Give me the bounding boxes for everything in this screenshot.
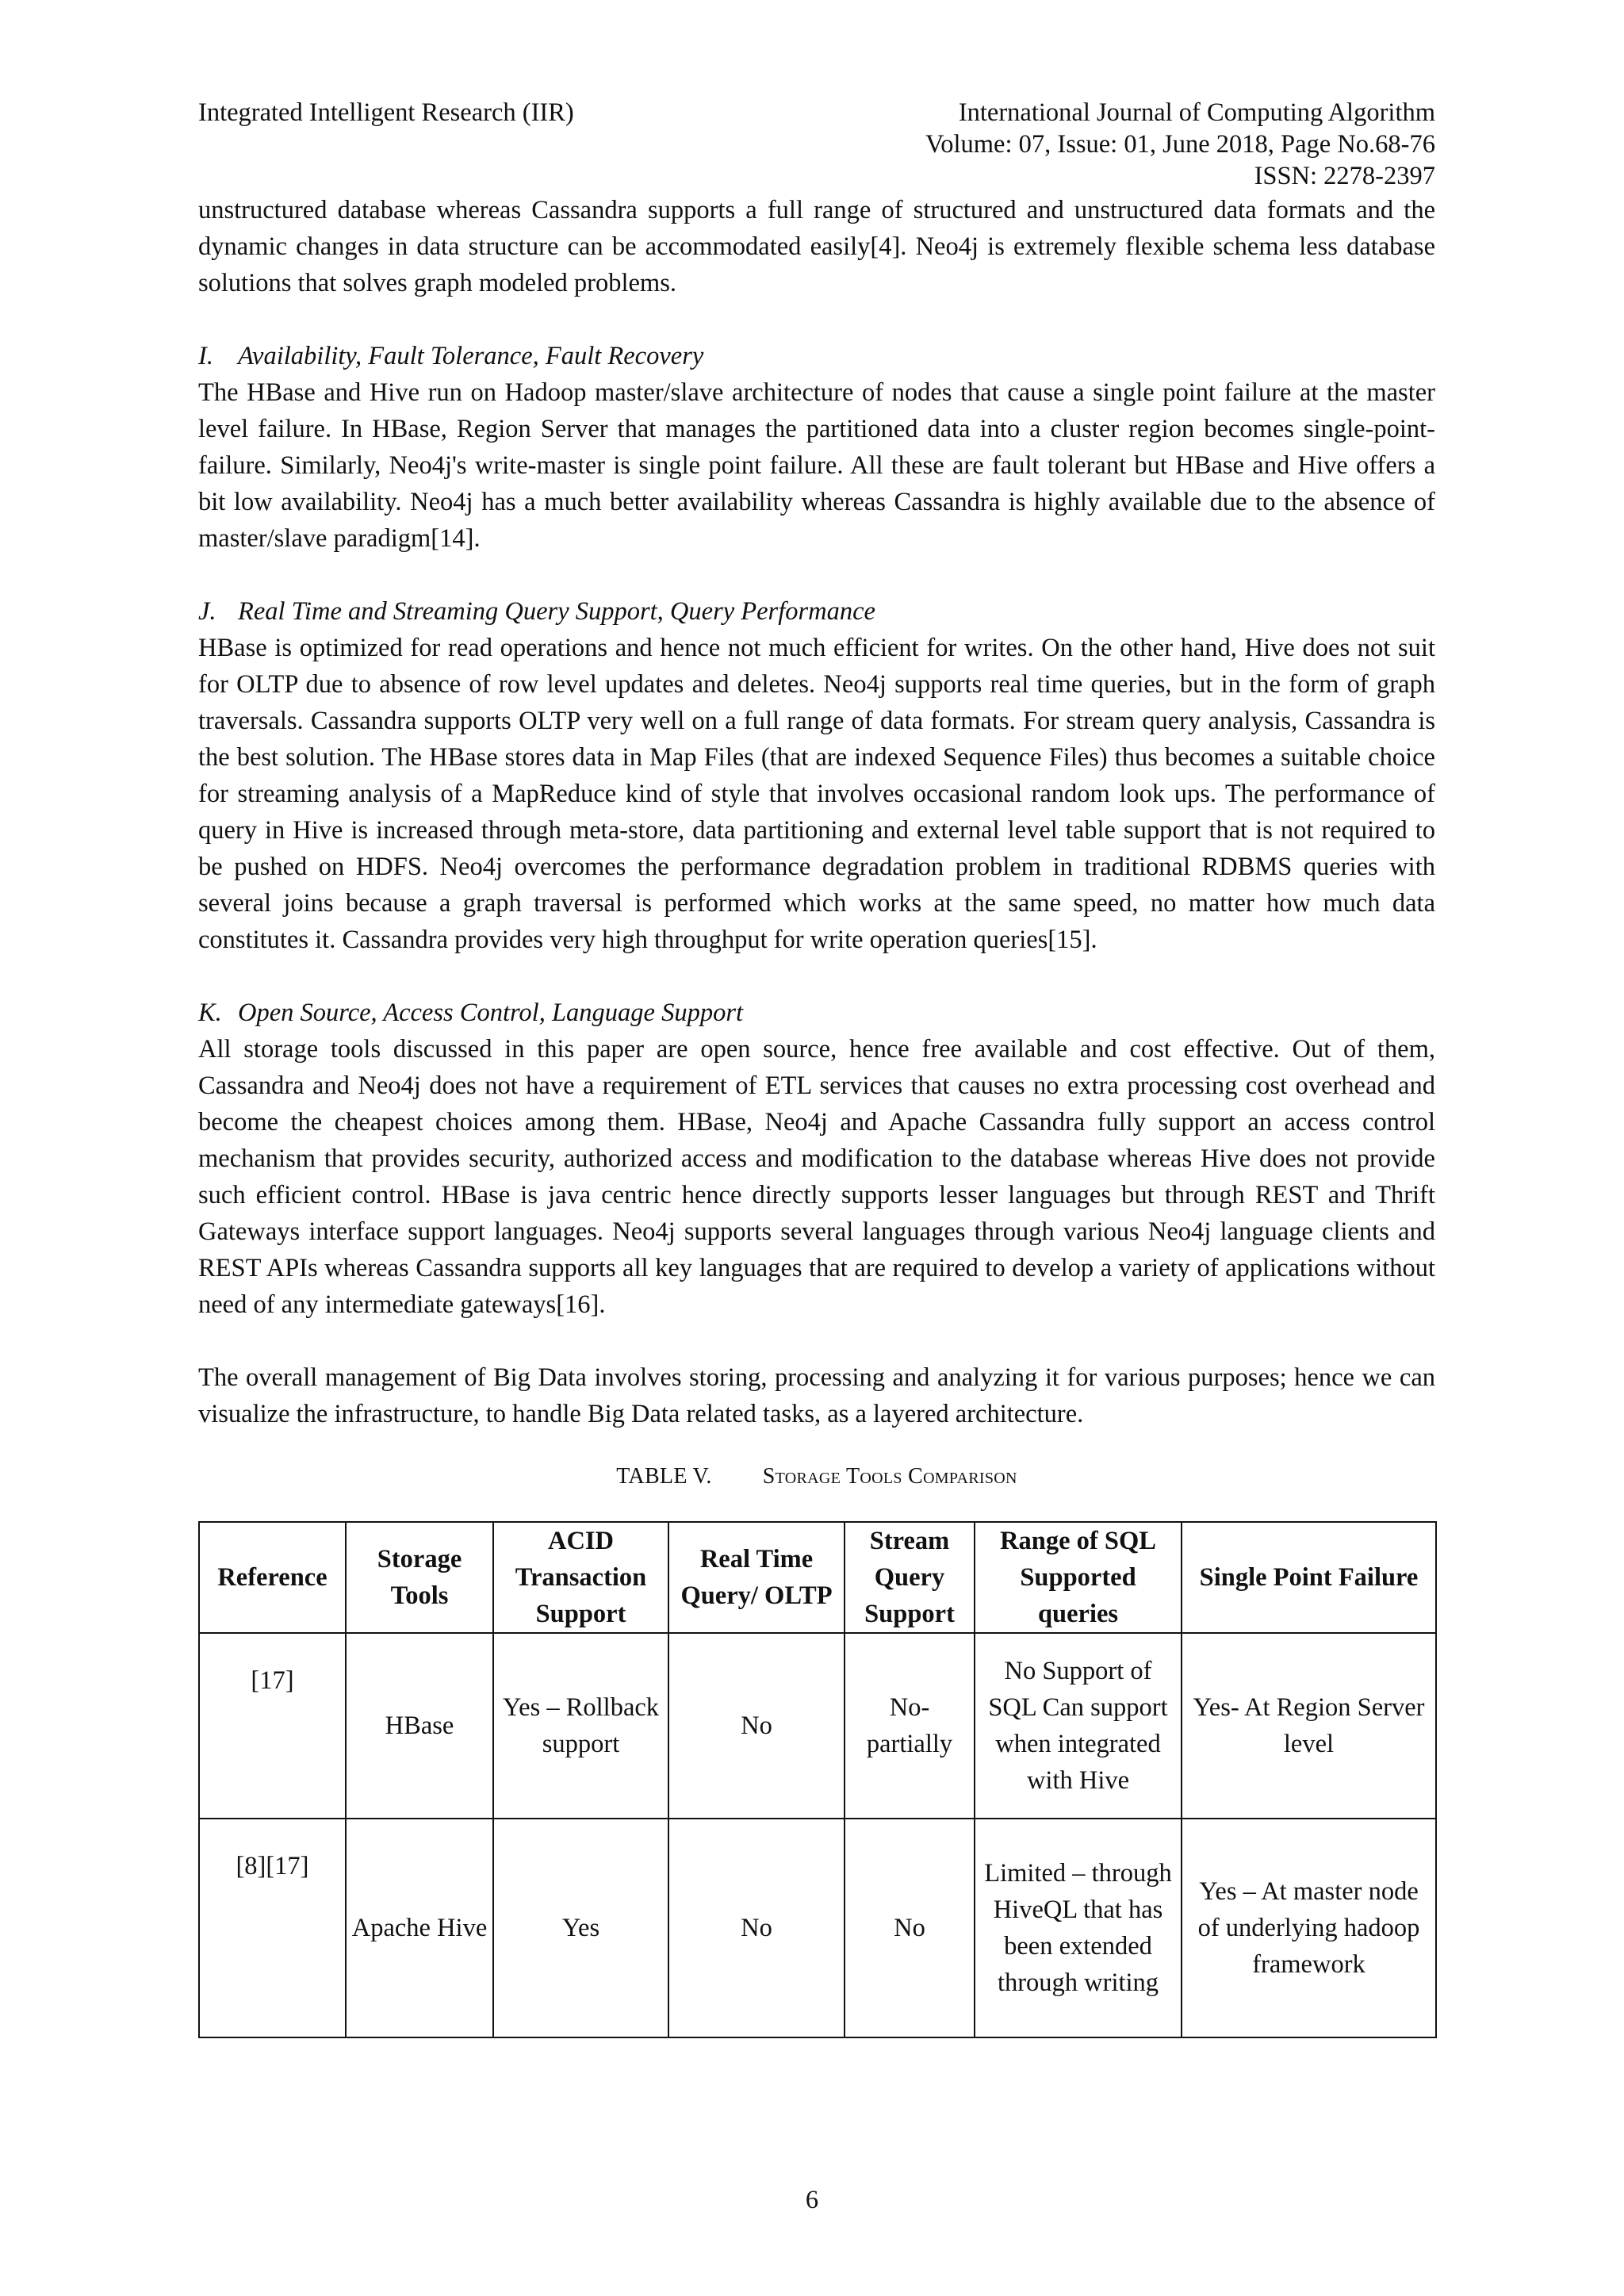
section-heading-availability <box>198 338 1435 374</box>
header-journal-right <box>925 97 1435 192</box>
header-cell: Storage Tools <box>346 1522 493 1633</box>
header-cell: Single Point Failure <box>1182 1522 1436 1633</box>
table-cell: Yes- At Region Server level <box>1182 1633 1436 1819</box>
table-cell: Yes <box>493 1819 668 2037</box>
storage-tools-table <box>198 1521 1437 2038</box>
table-header-row <box>199 1522 1436 1633</box>
intro-paragraph: unstructured database whereas Cassandra supports a full range of structured and unstructured data formats and the dynamic changes in data structure can be accommodated easily[4]. Neo4j is extremely flexible schema less database solutions that solves graph modeled problems. <box>198 196 1435 297</box>
header-journal-title: International Journal of Computing Algorithm <box>958 98 1435 127</box>
header-journal-left: Integrated Intelligent Research (IIR) <box>198 98 574 127</box>
table-cell: No- partially <box>845 1633 975 1819</box>
section-number: I. <box>198 342 213 370</box>
section-body-availability: The HBase and Hive run on Hadoop master/slave architecture of nodes that cause a single point failure at the master level failure. In HBase, Region Server that manages the partitioned data into a cluster region becomes single-point-failure. Similarly, Neo4j's write-master is single point failure. All these are fault tolerant but HBase and Hive offers a bit low availability. Neo4j has a much better availability whereas Cassandra is highly available due to the absence of master/slave paradigm[14]. <box>198 378 1435 553</box>
table-cell: No <box>845 1819 975 2037</box>
table-cell: [17] <box>199 1633 346 1819</box>
table-cell: No Support of SQL Can support when integrated with Hive <box>975 1633 1182 1819</box>
header-cell: ACID Transaction Support <box>493 1522 668 1633</box>
header-cell: Reference <box>199 1522 346 1633</box>
header-cell: Stream Query Support <box>845 1522 975 1633</box>
table-cell: No <box>668 1633 845 1819</box>
table-caption-number: TABLE V. <box>616 1464 712 1489</box>
table-caption <box>198 1461 1435 1493</box>
table-cell: Apache Hive <box>346 1819 493 2037</box>
table-cell: Yes – At master node of underlying hadoop framework <box>1182 1819 1436 2037</box>
running-header <box>198 97 1435 192</box>
table-cell: HBase <box>346 1633 493 1819</box>
section-heading-query <box>198 593 1435 630</box>
section-number: J. <box>198 597 216 626</box>
table-cell: [8][17] <box>199 1819 346 2037</box>
table-row <box>199 1633 1436 1819</box>
page-number: 6 <box>805 2186 819 2214</box>
section-number: K. <box>198 999 222 1027</box>
section-title: Real Time and Streaming Query Support, Query Performance <box>238 597 875 626</box>
section-title: Open Source, Access Control, Language Support <box>238 999 744 1027</box>
header-cell: Real Time Query/ OLTP <box>668 1522 845 1633</box>
table-row <box>199 1819 1436 2037</box>
table-cell: No <box>668 1819 845 2037</box>
table-cell: Limited – through HiveQL that has been extended through writing <box>975 1819 1182 2037</box>
section-body-query: HBase is optimized for read operations and hence not much efficient for writes. On the other hand, Hive does not suit for OLTP due to absence of row level updates and deletes. Neo4j supports real time queries, but in the form of graph traversals. Cassandra supports OLTP very well on a full range of data formats. For stream query analysis, Cassandra is the best solution. The HBase stores data in Map Files (that are indexed Sequence Files) thus becomes a suitable choice for streaming analysis of a MapReduce kind of style that involves occasional random look ups. The performance of query in Hive is increased through meta-store, data partitioning and external level table support that is not required to be pushed on HDFS. Neo4j overcomes the performance degradation problem in traditional RDBMS queries with several joins because a graph traversal is performed which works at the same speed, no matter how much data constitutes it. Cassandra provides very high throughput for write operation queries[15]. <box>198 634 1435 954</box>
table-caption-title: Storage Tools Comparison <box>762 1464 1017 1489</box>
table-cell: Yes – Rollback support <box>493 1633 668 1819</box>
section-title: Availability, Fault Tolerance, Fault Recovery <box>238 342 704 370</box>
header-cell: Range of SQL Supported queries <box>975 1522 1182 1633</box>
header-volume: Volume: 07, Issue: 01, June 2018, Page No.68-76 <box>925 130 1435 159</box>
header-issn: ISSN: 2278-2397 <box>1254 162 1435 190</box>
section-heading-open-source <box>198 995 1435 1031</box>
section-body-open-source: All storage tools discussed in this paper are open source, hence free available and cost effective. Out of them, Cassandra and Neo4j does not have a requirement of ETL services that causes no extra processing cost overhead and become the cheapest choices among them. HBase, Neo4j and Apache Cassandra fully support an access control mechanism that provides security, authorized access and modification to the database whereas Hive does not provide such efficient control. HBase is java centric hence directly supports lesser languages but through REST and Thrift Gateways interface support languages. Neo4j supports several languages through various Neo4j language clients and REST APIs whereas Cassandra supports all key languages that are required to develop a variety of applications without need of any intermediate gateways[16]. <box>198 1035 1435 1319</box>
paper-page <box>198 97 1435 2038</box>
closing-paragraph: The overall management of Big Data involves storing, processing and analyzing it for various purposes; hence we can visualize the infrastructure, to handle Big Data related tasks, as a layered architecture. <box>198 1363 1435 1428</box>
